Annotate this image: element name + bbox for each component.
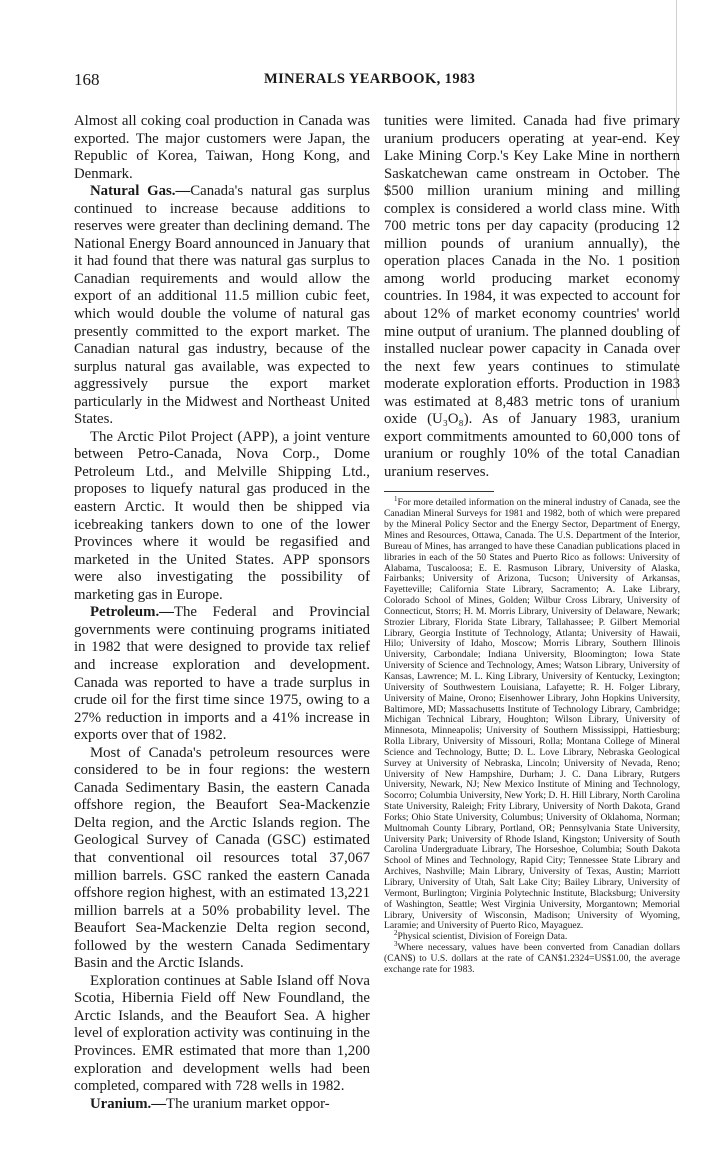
heading-petroleum: Petroleum.— xyxy=(90,604,174,621)
heading-natural-gas: Natural Gas.— xyxy=(90,183,191,200)
paragraph-uranium-continued: tunities were limited. Canada had five primary uranium producers operating at year-end. Key Lake Mining Corp.'s Key Lake Mine in northern Saskatchewan came onstream in October. The $500 million uranium mining and milling complex is considered a world class mine. With 700 metric tons per day capacity (producing 12 million pounds of uranium annually), the operation places Canada in the No. 1 position among world producing market economy countries. In 1984, it was expected to account for about 12% of market economy countries' world mine output of uranium. The planned doubling of installed nuclear power capacity in Canada over the next few years continues to stimulate moderate exploration efforts. Production in 1983 was estimated at 8,483 metric tons of uranium oxide (U₃O₈). As of January 1983, uranium export commitments amounted to 60,000 tons of uranium or roughly 10% of the total Canadian uranium reserves. xyxy=(384,113,680,480)
petroleum-text: The Federal and Provincial governments were continuing programs initiated in 1982 that were designed to provide tax relief and increase exploration and development. Canada was reported to have a trade surplus in crude oil for the first time since 1975, owing to a 27% reduction in imports and a 41% increase in exports over that of 1982. xyxy=(74,604,370,744)
paragraph-arctic-pilot-project: The Arctic Pilot Project (APP), a joint venture between Petro-Canada, Nova Corp., Dome Petroleum Ltd., and Melville Shipping Ltd., proposes to liquefy natural gas produced in the eastern Arctic. It would then be shipped via icebreaking tankers down to one of the lower Provinces where it would be regasified and marketed in the United States. APP sponsors were also investigating the possibility of marketing gas in Europe. xyxy=(74,428,370,603)
footnotes xyxy=(384,495,680,975)
footnote-1 xyxy=(384,495,680,932)
footnote-1-mark: 1 xyxy=(394,495,398,504)
left-column xyxy=(74,113,370,1113)
paragraph-exploration: Exploration continues at Sable Island off Nova Scotia, Hibernia Field off New Foundland, the Arctic Islands, and the Beaufort Sea. A higher level of exploration activity was continuing in the Provinces. EMR estimated that more than 1,200 exploration and development wells had been completed, compared with 728 wells in 1982. xyxy=(74,972,370,1095)
paragraph-petroleum-resources: Most of Canada's petroleum resources were considered to be in four regions: the western Canada Sedimentary Basin, the eastern Canada offshore region, the Beaufort Sea-Mackenzie Delta region, and the Arctic Islands region. The Geological Survey of Canada (GSC) estimated that conventional oil resources total 37,067 million barrels. GSC ranked the eastern Canada offshore region highest, with an estimated 13,221 million barrels at a 50% probability level. The Beaufort Sea-Mackenzie Delta region second, followed by the western Canada Sedimentary Basin and the Arctic Islands. xyxy=(74,744,370,972)
footnote-3 xyxy=(384,939,680,976)
footnote-1-text: For more detailed information on the mineral industry of Canada, see the Canadian Mineral Surveys for 1981 and 1982, both of which were prepared by the Mineral Policy Sector and the Energy Sector, Department of Energy, Mines and Resources, Ottawa, Canada. The U.S. Department of the Interior, Bureau of Mines, has arranged to have these Canadian publications placed in libraries in each of the 50 States and Puerto Rico as follows: University of Alabama, Tuscaloosa; E. E. Rasmuson Library, University of Alaska, Fairbanks; University of Arizona, Tucson; University of Arkansas, Fayetteville; California State Library, Sacramento; A. Lake Library, Colorado School of Mines, Golden; Wilbur Cross Library, University of Connecticut, Storrs; H. M. Morris Library, University of Delaware, Newark; Strozier Library, Florida State Library, Tallahassee; P. Gilbert Memorial Library, Georgia Institute of Technology, Atlanta; University of Hawaii, Hilo; University of Idaho, Moscow; Morris Library, Southern Illinois University, Carbondale; Indiana University, Bloomington; Iowa State University of Science and Technology, Ames; Watson Library, University of Kansas, Lawrence; M. L. King Library, University of Kentucky, Lexington; University of Southwestern Louisiana, Lafayette; R. H. Folger Library, University of Maine, Orono; Eisenhower Library, John Hopkins University, Baltimore, MD; Massachusetts Institute of Technology Library, Cambridge; Michigan Technical Library, Houghton; Wilson Library, University of Minnesota, Minneapolis; University of Southern Mississippi, Hattiesburg; Rolla Library, University of Missouri, Rolla; Montana College of Mineral Science and Technology, Butte; D. L. Love Library, Nebraska Geological Survey at University of Nebraska, Lincoln; University of Nevada, Reno; University of New Hampshire, Durham; J. C. Dana Library, Rutgers University, Newark, NJ; New Mexico Institute of Mining and Technology, Socorro; Columbia University, New York; D. H. Hill Library, North Carolina State University, Raleigh; Frity Library, University of North Dakota, Grand Forks; Ohio State University, Columbus; University of Oklahoma, Norman; Multnomah County Library, Portland, OR; Pennsylvania State University, University Park; University of Rhode Island, Kingston; University of South Carolina Undergraduate Library, The Horseshoe, Columbia; South Dakota School of Mines and Technology, Rapid City; Tennessee State Library and Archives, Nashville; Main Library, University of Texas, Austin; Marriott Library, University of Utah, Salt Lake City; Bailey Library, University of Vermont, Burlington; Virginia Polytechnic Institute, Blacksburg; University of Washington, Seattle; West Virginia University, Morgantown; Memorial Library, University of Wisconsin, Madison; University of Wyoming, Laramie; and University of Puerto Rico, Mayaguez. xyxy=(384,497,680,932)
uranium-text: The uranium market oppor- xyxy=(166,1095,330,1112)
footnote-3-text: Where necessary, values have been converted from Canadian dollars (CAN$) to U.S. dollars at the rate of CAN$1.2324=US$1.00, the average exchange rate for 1983. xyxy=(384,942,680,975)
paragraph-coking-coal: Almost all coking coal production in Canada was exported. The major customers were Japan, the Republic of Korea, Taiwan, Hong Kong, and Denmark. xyxy=(74,113,370,182)
paragraph-petroleum xyxy=(74,604,370,744)
paragraph-uranium xyxy=(74,1096,370,1114)
footnote-2-mark: 2 xyxy=(394,929,398,938)
natural-gas-text: Canada's natural gas surplus continued to increase because additions to reserves were greater than declining demand. The National Energy Board announced in January that it had found that there was natural gas surplus to Canadian requirements and would allow the export of an additional 11.5 million cubic feet, which would double the volume of natural gas presently committed to the export market. The Canadian natural gas industry, because of the surplus natural gas available, was expected to aggressively pursue the export market particularly in the Midwest and Northeast United States. xyxy=(74,183,370,428)
paragraph-natural-gas xyxy=(74,183,370,429)
page-header xyxy=(74,70,684,92)
right-column xyxy=(384,113,680,976)
page-number: 168 xyxy=(74,70,100,89)
footnote-2-text: Physical scientist, Division of Foreign Data. xyxy=(397,931,568,943)
heading-uranium: Uranium.— xyxy=(90,1095,167,1112)
footnote-rule xyxy=(384,491,494,492)
footnote-3-mark: 3 xyxy=(394,939,398,948)
running-title: MINERALS YEARBOOK, 1983 xyxy=(264,71,476,87)
